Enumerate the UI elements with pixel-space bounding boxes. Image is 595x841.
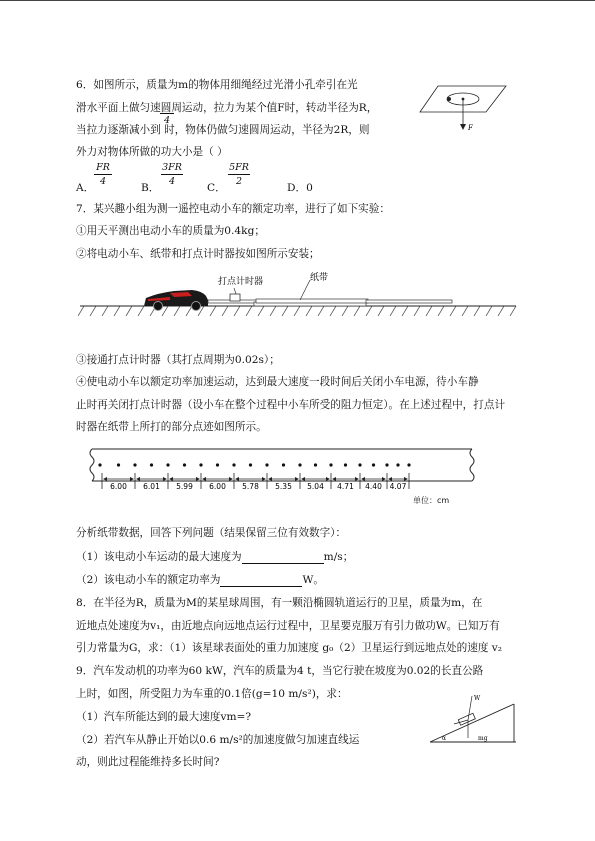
tape-arrow-head — [169, 477, 173, 481]
tape-arrow-head — [235, 477, 239, 481]
q6-option-a-label: A． — [76, 182, 95, 194]
tape-dot — [358, 463, 361, 466]
tape-arrow-head — [355, 477, 359, 481]
tape-dot — [133, 463, 136, 466]
tape-dot — [98, 463, 101, 466]
tape-segment-value: 4.71 — [337, 482, 354, 491]
paper-tape — [256, 299, 368, 303]
q6-option-d — [287, 180, 313, 195]
q6-option-b-den: 4 — [168, 176, 176, 187]
q8-line-3: 引力常量为G，求：（1）该星球表面处的重力加速度 g₀（2）卫星运行到远地点处的速度 v₂ — [76, 642, 503, 654]
q6-figure — [418, 78, 508, 138]
q7-step-3: ③接通打点计时器（其打点周期为0.02s）； — [76, 354, 280, 366]
paper-tape-right — [366, 300, 452, 303]
q6-line-4: 外力对物体所做的功大小是（ ） — [76, 146, 228, 158]
q6-option-d-text: 0 — [306, 182, 313, 194]
label-timer: 打点计时器 — [218, 277, 264, 287]
tape-arrow-head — [332, 477, 336, 481]
q8-line-2: 近地点处速度为v₁，由近地点向远地点运行过程中，卫星要克服万有引力做功W。已知万有 — [76, 620, 500, 632]
tape-dot — [314, 463, 317, 466]
remote-car — [144, 290, 208, 311]
tape-dot — [329, 463, 332, 466]
q9-label-angle: α — [442, 735, 447, 742]
q7-sub-2-text: （2）该电动小车的额定功率为 — [76, 574, 221, 586]
q7-step-4-line-1: ④使电动小车以额定功率加速运动，达到最大速度一段时间后关闭小车电源，待小车静 — [76, 376, 479, 388]
q6-line-3: 当拉力逐渐减小到 时，物体仍做匀速圆周运动，半径为2R，则 — [76, 124, 370, 136]
tape-dot — [150, 463, 153, 466]
q7-step-1: ①用天平测出电动小车的质量为0.4kg； — [76, 225, 265, 237]
tape-segment-value: 5.35 — [275, 482, 292, 491]
q6-option-c-den: 2 — [235, 176, 243, 187]
tape-dot — [183, 463, 186, 466]
tape-dot — [282, 463, 285, 466]
tape-dot — [232, 463, 235, 466]
tape-segment-value: 6.00 — [209, 482, 226, 491]
q9-line-3: （1）汽车所能达到的最大速度vm=? — [76, 711, 252, 723]
q7-sub-1-unit: m/s； — [323, 551, 354, 563]
q7-sub-2-blank[interactable] — [220, 575, 302, 587]
label-tape: 纸带 — [310, 273, 329, 283]
q6-line-2: 滑水平面上做匀速圆周运动，拉力为某个值F时，转动半径为R， — [76, 102, 378, 114]
ground-hatching — [78, 306, 516, 316]
q7-sub-1 — [76, 550, 353, 564]
q6-quarter-fraction — [160, 113, 174, 126]
q6-line-1: 6．如图所示，质量为m的物体用细绳经过光滑小孔牵引在光 — [76, 79, 358, 91]
q6-option-b-num: 3FR — [162, 162, 182, 173]
tape-dot — [344, 463, 347, 466]
tape-dot — [407, 463, 410, 466]
q7-sub-2 — [76, 573, 324, 587]
q7-sub-1-text: （1）该电动小车运动的最大速度为 — [76, 551, 242, 563]
tape-dot — [249, 463, 252, 466]
q9-label-mg: mg — [478, 735, 488, 742]
tape-dot — [396, 463, 399, 466]
tape-dot — [166, 463, 169, 466]
q6-option-a — [94, 162, 112, 187]
page-top-rule — [0, 0, 595, 1]
tape-arrow-head — [196, 477, 200, 481]
q6-option-b-label: B． — [141, 182, 160, 194]
q7-apparatus-figure — [78, 266, 518, 322]
q6-option-d-label: D． — [287, 182, 307, 194]
q6-option-c-label: C． — [207, 182, 226, 194]
timer-box — [230, 294, 240, 301]
q9-car — [458, 713, 475, 725]
tape-segment-value: 4.40 — [365, 482, 382, 491]
tape-arrow-head — [268, 477, 272, 481]
tape-segment-value: 4.07 — [389, 482, 407, 491]
q9-line-4: （2）若汽车从静止开始以0.6 m/s²的加速度做匀加速直线运 — [76, 734, 360, 746]
tape-dot — [117, 463, 120, 466]
q7-step-4-line-3: 时器在纸带上所打的部分点迹如图所示。 — [76, 421, 267, 433]
q7-sub-2-unit: W。 — [302, 574, 324, 586]
q8-line-1: 8．在半径为R，质量为M的某星球周围，有一颗沿椭圆轨道运行的卫星，质量为m，在 — [76, 597, 483, 609]
tape-arrow-head — [262, 477, 266, 481]
q7-step-2: ②将电动小车、纸带和打点计时器按如图所示安装； — [76, 248, 320, 260]
tape-arrow-head — [404, 477, 408, 481]
q7-step-4-line-2: 止时再关闭打点计时器（设小车在整个过程中小车所受的阻力恒定）。在上述过程中，打点计 — [76, 399, 506, 411]
tape-segment-value: 6.01 — [143, 482, 160, 491]
q6-option-a-den: 4 — [99, 176, 107, 187]
tape-dot — [216, 463, 219, 466]
q7-tape-unit: 单位：cm — [413, 496, 450, 505]
q6-option-b — [161, 162, 183, 187]
tape-dot — [265, 463, 268, 466]
q9-line-5: 动，则此过程能维持多长时间? — [76, 756, 220, 768]
q7-intro: 7．某兴趣小组为测一遥控电动小车的额定功率，进行了如下实验： — [76, 203, 390, 215]
tape-arrow-head — [301, 477, 305, 481]
tape-segment-value: 5.78 — [242, 482, 259, 491]
q7-sub-1-blank[interactable] — [242, 552, 324, 564]
q6-figure-label: F — [468, 124, 473, 132]
q7-analysis: 分析纸带数据，回答下列问题（结果保留三位有效数字）： — [76, 527, 347, 539]
tape-arrow-head — [295, 477, 299, 481]
tape-segment-value: 5.04 — [307, 482, 324, 491]
tape-dot — [385, 463, 388, 466]
q6-quarter-den: 4 — [163, 115, 171, 126]
q6-option-a-num: FR — [96, 162, 110, 173]
q9-line-2: 上时，如图，所受阻力为车重的0.1倍(g=10 m/s²)，求： — [76, 688, 348, 700]
tape-arrow-head — [361, 477, 365, 481]
q9-line-1: 9．汽车发动机的功率为60 kW，汽车的质量为4 t，当它行驶在坡度为0.02的长直公路 — [76, 665, 484, 677]
tape-dot — [298, 463, 301, 466]
q6-option-c — [228, 162, 250, 187]
tape-dot — [372, 463, 375, 466]
tape-arrow-head — [103, 477, 107, 481]
tape-dot — [199, 463, 202, 466]
q6-option-c-num: 5FR — [229, 162, 249, 173]
tape-arrow-head — [202, 477, 206, 481]
tape-arrow-head — [130, 477, 134, 481]
tape-segment-value: 5.99 — [176, 482, 193, 491]
tape-arrow-head — [388, 477, 392, 481]
q9-incline-figure — [428, 692, 520, 748]
q9-label-w: W — [474, 695, 481, 702]
tape-arrow-head — [382, 477, 386, 481]
tape-arrow-head — [326, 477, 330, 481]
tape-arrow-head — [136, 477, 140, 481]
tape-arrow-head — [229, 477, 233, 481]
tape-segment-value: 6.00 — [110, 482, 127, 491]
tape-arrow-head — [163, 477, 167, 481]
